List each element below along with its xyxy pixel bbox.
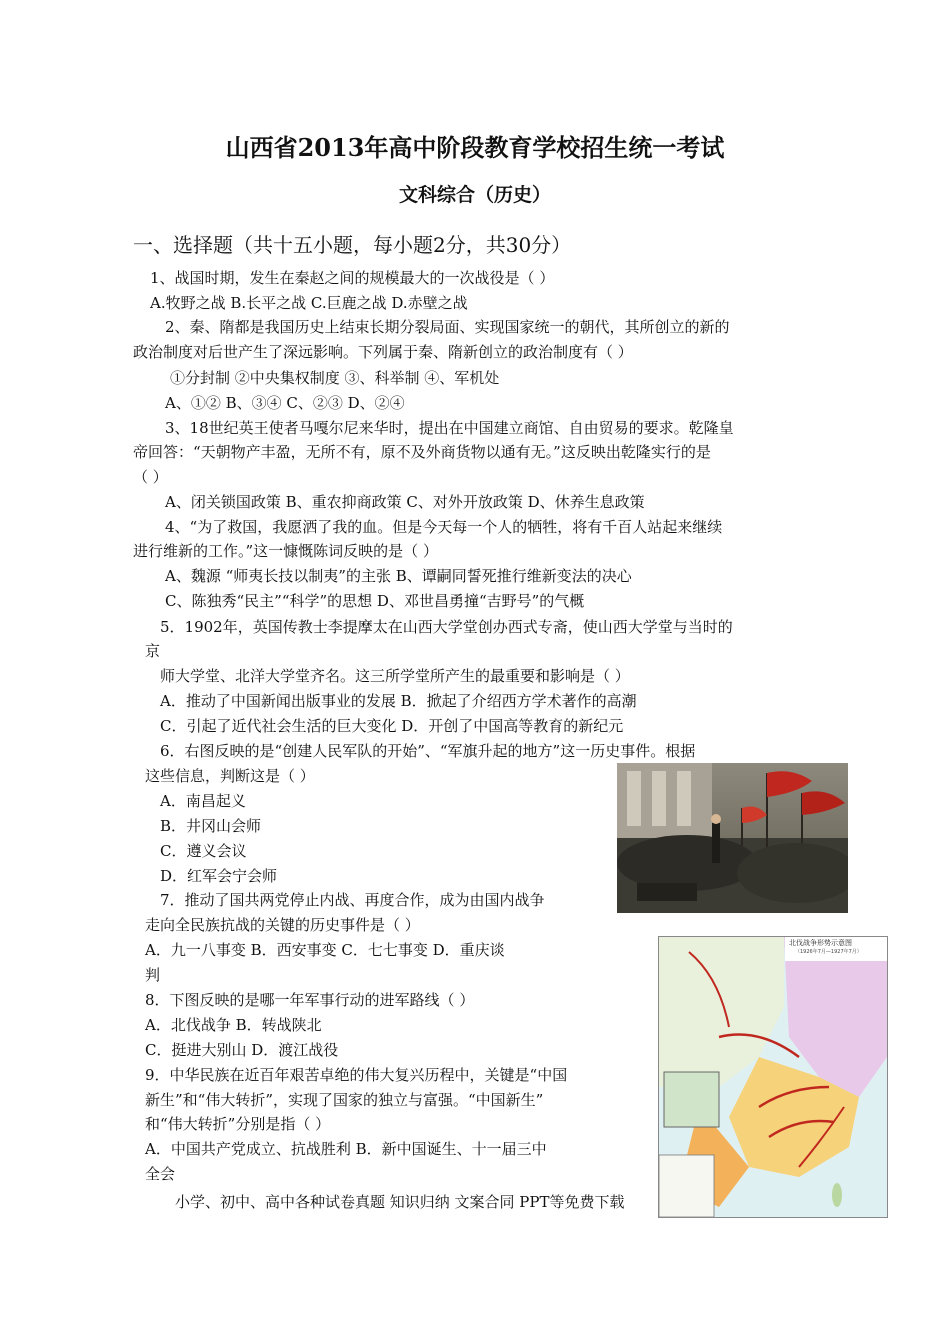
question-1-options: A.牧野之战 B.长平之战 C.巨鹿之战 D.赤壁之战 [150,294,468,312]
question-4-options-ab: A、魏源 “师夷长技以制夷”的主张 B、谭嗣同誓死推行维新变法的决心 [165,567,632,585]
nanchang-uprising-painting [617,763,848,913]
question-8-options-cd: C．挺进大别山 D．渡江战役 [145,1041,339,1059]
question-6-option-c: C．遵义会议 [160,842,247,860]
question-3-cont: 帝回答：“天朝物产丰盈，无所不有，原不及外商货物以通有无。”这反映出乾隆实行的是 [133,443,711,461]
question-9-cont-1: 新生”和“伟大转折”，实现了国家的独立与富强。“中国新生” [145,1091,544,1109]
question-9-options: A．中国共产党成立、抗战胜利 B．新中国诞生、十一届三中 [145,1140,547,1158]
question-5-cont: 师大学堂、北洋大学堂齐名。这三所学堂所产生的最重要和影响是（ ） [160,667,630,685]
question-3: 3、18世纪英王使者马嘎尔尼来华时，提出在中国建立商馆、自由贸易的要求。乾隆皇 [165,419,734,437]
question-5-options-cd: C．引起了近代社会生活的巨大变化 D．开创了中国高等教育的新纪元 [160,717,624,735]
question-4-options-cd: C、陈独秀“民主”“科学”的思想 D、邓世昌勇撞“吉野号”的气概 [165,592,585,610]
question-7-wrap: 判 [145,966,161,984]
question-9-cont-2: 和“伟大转折”分别是指（ ） [145,1115,331,1133]
question-5: 5．1902年，英国传教士李提摩太在山西大学堂创办西式专斋，使山西大学堂与当时的 [160,618,733,636]
exam-subtitle: 文科综合（历史） [398,184,551,206]
northern-expedition-map [658,936,888,1218]
map-title: 北伐战争形势示意图 [789,939,852,947]
question-1: 1、战国时期，发生在秦赵之间的规模最大的一次战役是（ ） [150,269,555,287]
question-7: 7．推动了国共两党停止内战、再度合作，成为由国内战争 [160,891,545,909]
exam-title: 山西省2013年高中阶段教育学校招生统一考试 [225,133,725,162]
question-7-options: A．九一八事变 B．西安事变 C．七七事变 D．重庆谈 [145,941,505,959]
question-6-option-b: B．井冈山会师 [160,817,262,835]
map-dates: （1926年7月—1927年7月） [795,949,862,955]
question-6-option-a: A．南昌起义 [160,792,246,810]
question-2: 2、秦、隋都是我国历史上结束长期分裂局面、实现国家统一的朝代，其所创立的新的 [165,318,730,336]
question-3-paren: （ ） [133,468,168,486]
footer-note: 小学、初中、高中各种试卷真题 知识归纳 文案合同 PPT等免费下载 [175,1193,625,1211]
question-8: 8．下图反映的是哪一年军事行动的进军路线（ ） [145,991,475,1009]
question-2-options: A、①② B、③④ C、②③ D、②④ [165,394,405,412]
question-2-items: ①分封制 ②中央集权制度 ③、科举制 ④、军机处 [170,369,500,387]
question-8-options-ab: A．北伐战争 B．转战陕北 [145,1016,322,1034]
question-4: 4、“为了救国，我愿洒了我的血。但是今天每一个人的牺牲，将有千百人站起来继续 [165,518,723,536]
question-6: 6．右图反映的是“创建人民军队的开始”、“军旗升起的地方”这一历史事件。根据 [160,742,696,760]
question-3-options: A、闭关锁国政策 B、重农抑商政策 C、对外开放政策 D、休养生息政策 [165,493,645,511]
section-heading: 一、选择题（共十五小题，每小题2分，共30分） [133,233,572,257]
question-6-cont: 这些信息，判断这是（ ） [145,767,315,785]
question-9-wrap: 全会 [145,1165,176,1183]
question-9: 9．中华民族在近百年艰苦卓绝的伟大复兴历程中，关键是“中国 [145,1066,568,1084]
question-6-option-d: D．红军会宁会师 [160,867,278,885]
question-4-cont: 进行维新的工作。”这一慷慨陈词反映的是（ ） [133,542,438,560]
question-7-cont: 走向全民族抗战的关键的历史事件是（ ） [145,916,420,934]
question-5-wrap: 京 [145,642,161,660]
question-2-cont: 政治制度对后世产生了深远影响。下列属于秦、隋新创立的政治制度有（ ） [133,343,633,361]
question-5-options-ab: A．推动了中国新闻出版事业的发展 B．掀起了介绍西方学术著作的高潮 [160,692,637,710]
